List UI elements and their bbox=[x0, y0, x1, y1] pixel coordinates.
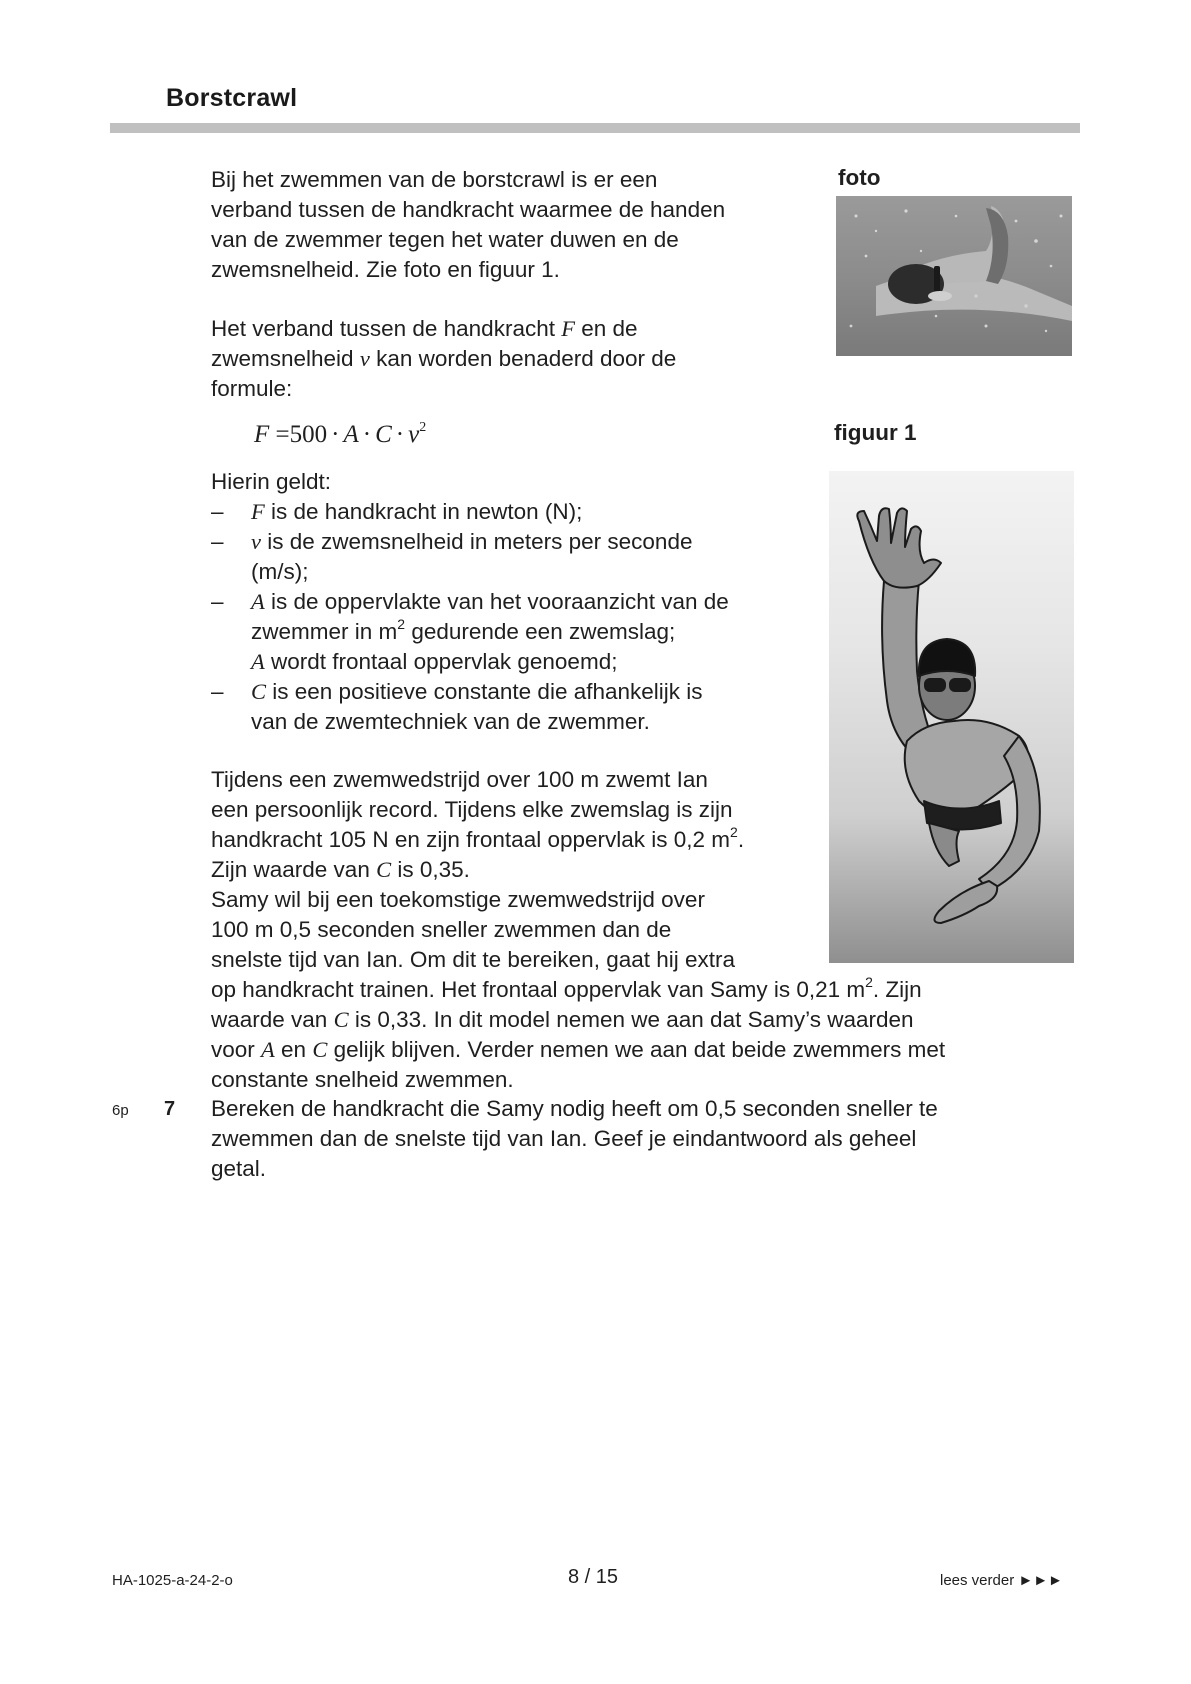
formula-F: F bbox=[254, 421, 270, 448]
question-points: 6p bbox=[112, 1102, 129, 1119]
definition-item-C bbox=[211, 677, 729, 737]
relation-line-1 bbox=[211, 314, 676, 344]
text: gelijk blijven. Verder nemen we aan dat beide zwemmers met bbox=[327, 1037, 946, 1062]
formula-dot: · bbox=[395, 421, 405, 448]
text: . Zijn bbox=[872, 977, 922, 1002]
dash-bullet: – bbox=[211, 529, 224, 554]
scenario-line: 100 m 0,5 seconden sneller zwemmen dan de bbox=[211, 917, 672, 942]
intro-line: verband tussen de handkracht waarmee de handen bbox=[211, 197, 726, 222]
photo-label: foto bbox=[838, 165, 881, 190]
formula-dot: · bbox=[331, 421, 340, 448]
text: zwemmer in m bbox=[251, 619, 398, 644]
question-line: getal. bbox=[211, 1156, 267, 1181]
scenario-line bbox=[211, 975, 945, 1005]
definition-item-A bbox=[211, 587, 729, 677]
intro-line: zwemsnelheid. Zie foto en figuur 1. bbox=[211, 257, 560, 282]
figure-label: figuur 1 bbox=[834, 420, 917, 445]
variable-A: A bbox=[261, 1037, 275, 1062]
question-line: Bereken de handkracht die Samy nodig heeft om 0,5 seconden sneller te bbox=[211, 1096, 938, 1121]
definition-item-F bbox=[211, 497, 729, 527]
swimmer-photo bbox=[836, 196, 1072, 356]
formula bbox=[254, 421, 426, 449]
text: is 0,35. bbox=[391, 857, 470, 882]
header-rule bbox=[110, 123, 1080, 133]
intro-line: Bij het zwemmen van de borstcrawl is er een bbox=[211, 167, 658, 192]
variable-C: C bbox=[333, 1007, 349, 1032]
text: en bbox=[274, 1037, 313, 1062]
definition-item-v bbox=[211, 527, 729, 587]
variable-v: v bbox=[359, 346, 370, 371]
variable-C: C bbox=[312, 1037, 328, 1062]
relation-line-3: formule: bbox=[211, 376, 293, 401]
continue-label: lees verder ►►► bbox=[940, 1572, 1063, 1589]
formula-dot: · bbox=[362, 421, 372, 448]
scenario-line bbox=[211, 1005, 945, 1035]
dash-bullet: – bbox=[211, 589, 224, 614]
question-text bbox=[211, 1094, 938, 1184]
text: gedurende een zwemslag; bbox=[405, 619, 676, 644]
text: is de handkracht in newton (N); bbox=[264, 499, 583, 524]
question-number: 7 bbox=[164, 1098, 176, 1120]
variable-v: v bbox=[251, 529, 261, 554]
text: Het verband tussen de handkracht bbox=[211, 316, 562, 341]
page-number: 8 / 15 bbox=[568, 1566, 619, 1588]
text: en de bbox=[574, 316, 638, 341]
section-title: Borstcrawl bbox=[166, 84, 298, 112]
text: kan worden benaderd door de bbox=[369, 346, 677, 371]
scenario-line bbox=[211, 1035, 945, 1065]
question-line: zwemmen dan de snelste tijd van Ian. Geef je eindantwoord als geheel bbox=[211, 1126, 917, 1151]
text: is een positieve constante die afhankelijk is bbox=[266, 679, 703, 704]
scenario-line: constante snelheid zwemmen. bbox=[211, 1067, 514, 1092]
intro-line: van de zwemmer tegen het water duwen en de bbox=[211, 227, 679, 252]
scenario-line: Tijdens een zwemwedstrijd over 100 m zwemt Ian bbox=[211, 767, 708, 792]
dash-bullet: – bbox=[211, 679, 224, 704]
text: (m/s); bbox=[251, 559, 309, 584]
variable-A: A bbox=[251, 649, 265, 674]
relation-paragraph bbox=[211, 314, 676, 404]
formula-equals: = bbox=[275, 421, 290, 448]
definitions-list bbox=[211, 467, 729, 737]
formula-coefficient: 500 bbox=[289, 421, 328, 448]
formula-v: v bbox=[408, 421, 420, 448]
superscript: 2 bbox=[397, 615, 406, 632]
scenario-line: een persoonlijk record. Tijdens elke zwemslag is zijn bbox=[211, 797, 733, 822]
superscript: 2 bbox=[865, 973, 873, 990]
text: is 0,33. In dit model nemen we aan dat Samy’s waarden bbox=[348, 1007, 914, 1032]
text: wordt frontaal oppervlak genoemd; bbox=[264, 649, 618, 674]
dash-bullet: – bbox=[211, 499, 224, 524]
formula-C: C bbox=[375, 421, 392, 448]
variable-C: C bbox=[251, 679, 267, 704]
exam-code: HA-1025-a-24-2-o bbox=[112, 1572, 233, 1589]
text: Zijn waarde van bbox=[211, 857, 377, 882]
relation-line-2 bbox=[211, 344, 676, 374]
text: is de zwemsnelheid in meters per seconde bbox=[261, 529, 693, 554]
text: zwemsnelheid bbox=[211, 346, 360, 371]
text: waarde van bbox=[211, 1007, 334, 1032]
text: . bbox=[737, 827, 745, 852]
text: handkracht 105 N en zijn frontaal oppervlak is 0,2 m bbox=[211, 827, 731, 852]
formula-exponent: 2 bbox=[419, 419, 427, 435]
variable-C: C bbox=[376, 857, 392, 882]
scenario-line: Samy wil bij een toekomstige zwemwedstrijd over bbox=[211, 887, 705, 912]
variable-A: A bbox=[251, 589, 265, 614]
superscript: 2 bbox=[730, 823, 738, 840]
text: op handkracht trainen. Het frontaal oppervlak van Samy is 0,21 m bbox=[211, 977, 866, 1002]
text: voor bbox=[211, 1037, 262, 1062]
text: is de oppervlakte van het vooraanzicht van de bbox=[264, 589, 729, 614]
text: van de zwemtechniek van de zwemmer. bbox=[251, 709, 650, 734]
variable-F: F bbox=[561, 316, 575, 341]
swimmer-photo-image bbox=[836, 196, 1072, 356]
intro-paragraph bbox=[211, 165, 725, 285]
variable-F: F bbox=[251, 499, 265, 524]
swimmer-illustration-image bbox=[829, 471, 1074, 963]
formula-A: A bbox=[343, 421, 359, 448]
swimmer-illustration bbox=[829, 471, 1074, 963]
scenario-line: snelste tijd van Ian. Om dit te bereiken, gaat hij extra bbox=[211, 947, 736, 972]
definitions-intro: Hierin geldt: bbox=[211, 469, 332, 494]
